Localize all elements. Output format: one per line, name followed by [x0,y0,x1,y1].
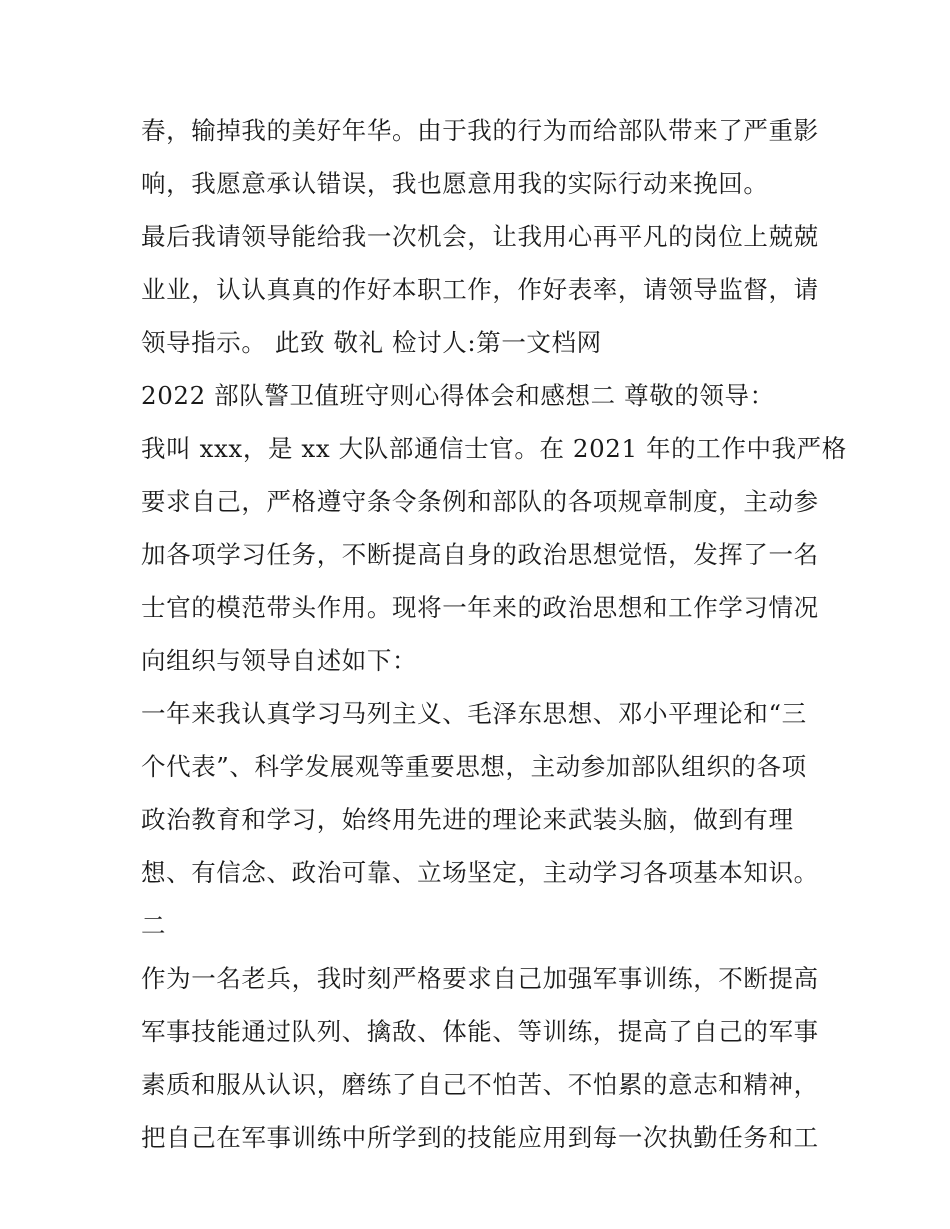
text-line: 春，输掉我的美好年华。由于我的行为而给部队带来了严重影 [141,116,819,145]
text-line: 向组织与领导自述如下： [141,646,418,675]
text-line: 士官的模范带头作用。现将一年来的政治思想和工作学习情况 [141,593,819,622]
text-line: 个代表”、科学发展观等重要思想，主动参加部队组织的各项 [141,752,807,781]
text-line: 政治教育和学习，始终用先进的理论来武装头脑，做到有理 [141,805,794,834]
text-line: 把自己在军事训练中所学到的技能应用到每一次执勤任务和工 [141,1123,819,1152]
text-line: 要求自己，严格遵守条令条例和部队的各项规章制度，主动参 [141,487,819,516]
section-heading: 2022 部队警卫值班守则心得体会和感想二 尊敬的领导： [141,381,775,410]
text-line: 响，我愿意承认错误，我也愿意用我的实际行动来挽回。 [141,169,769,198]
text-line: 素质和服从认识，磨练了自己不怕苦、不怕累的意志和精神， [141,1070,819,1099]
text-line: 加各项学习任务，不断提高自身的政治思想觉悟，发挥了一名 [141,540,819,569]
section-number: 二 [141,911,167,940]
text-line: 一年来我认真学习马列主义、毛泽东思想、邓小平理论和“三 [141,699,807,728]
document-body [141,104,847,1164]
text-line: 业业，认认真真的作好本职工作，作好表率，请领导监督，请 [141,275,819,304]
text-line: 最后我请领导能给我一次机会，让我用心再平凡的岗位上兢兢 [141,222,819,251]
text-line: 领导指示。 此致 敬礼 检讨人:第一文档网 [141,328,602,357]
text-line: 我叫 xxx，是 xx 大队部通信士官。在 2021 年的工作中我严格 [141,434,847,463]
text-line: 军事技能通过队列、擒敌、体能、等训练，提高了自己的军事 [141,1017,819,1046]
text-line: 作为一名老兵，我时刻严格要求自己加强军事训练，不断提高 [141,964,819,993]
text-line: 想、有信念、政治可靠、立场坚定，主动学习各项基本知识。 [141,858,819,887]
